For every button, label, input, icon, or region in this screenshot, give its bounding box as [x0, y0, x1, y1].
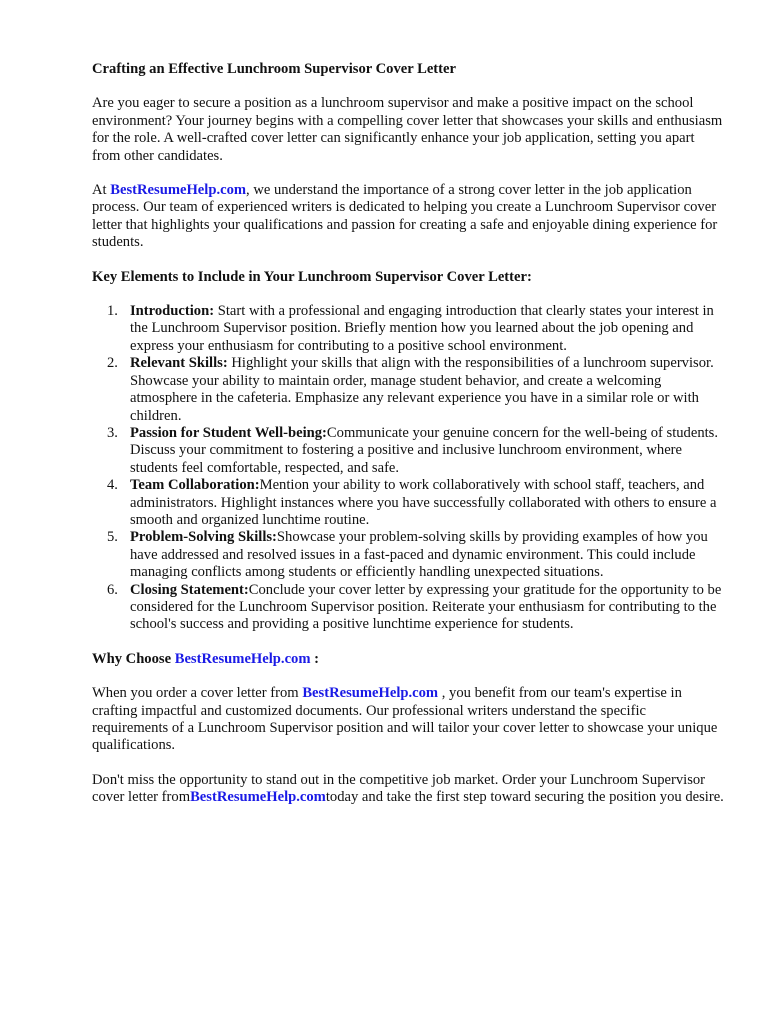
list-item-term: Team Collaboration:	[130, 477, 260, 494]
order-link[interactable]: BestResumeHelp.com	[302, 685, 439, 702]
closing-prefix: Don't miss the opportunity to stand out in the competitive job market. Order your Lunchroom Supervisor cover letter from	[92, 771, 706, 806]
order-text: , you benefit from our team's expertise in crafting impactful and customized documents. Our professional writers understand the specific requirements of a Lunchroom Supervisor position and will tailor your cover letter to showcase your unique qualifications.	[92, 685, 718, 754]
list-item-text: Start with a professional and engaging introduction that clearly states your interest in the Lunchroom Supervisor position. Briefly mention how you learned about the job opening and express your enthusiasm for contributing to a positive school environment.	[130, 303, 714, 354]
list-item-text: Highlight your skills that align with the responsibilities of a lunchroom supervisor. Showcase your ability to maintain order, manage student behavior, and create a welcoming atmosphere in the cafeteria. Emphasize any relevant experience you have in a similar role or with children.	[130, 355, 714, 424]
list-item-text: Conclude your cover letter by expressing your gratitude for the opportunity to be considered for the Lunchroom Supervisor position. Reiterate your enthusiasm for contributing to the school's success and providing a positive lunchtime experience for students.	[130, 581, 722, 633]
why-suffix: :	[314, 650, 320, 667]
list-item	[92, 303, 724, 355]
list-item	[92, 529, 724, 581]
list-item	[92, 425, 724, 477]
list-item-text: Mention your ability to work collaboratively with school staff, teachers, and administrators. Highlight instances where you have successfully collaborated with others to ensure a smooth and organized lunchtime routine.	[130, 477, 717, 528]
list-item-term: Relevant Skills:	[130, 355, 228, 372]
why-link[interactable]: BestResumeHelp.com	[174, 650, 311, 667]
closing-text: today and take the first step toward securing the position you desire.	[325, 789, 724, 806]
list-item-number: 1.	[107, 303, 118, 320]
list-item-number: 3.	[107, 424, 118, 441]
list-item-number: 5.	[107, 529, 118, 546]
list-item-number: 2.	[107, 355, 118, 372]
list-item-term: Problem-Solving Skills:	[130, 529, 277, 546]
document-content	[92, 61, 724, 807]
list-item	[92, 355, 724, 425]
list-item-text: Showcase your problem-solving skills by providing examples of how you have addressed and resolved issues in a fast-paced and dynamic environment. This could include managing conflicts among students or efficiently handling unexpected situations.	[130, 529, 708, 581]
order-paragraph	[92, 685, 724, 755]
list-item	[92, 477, 724, 529]
list-item	[92, 582, 724, 634]
list-item-number: 6.	[107, 581, 118, 598]
closing-paragraph	[92, 772, 724, 807]
about-link[interactable]: BestResumeHelp.com	[110, 182, 247, 199]
key-elements-heading: Key Elements to Include in Your Lunchroom Supervisor Cover Letter:	[92, 268, 532, 285]
list-item-text: Communicate your genuine concern for the well-being of students. Discuss your commitment to fostering a positive and inclusive lunchroom environment, where students feel comfortable, respected, and safe.	[130, 424, 719, 476]
intro-paragraph: Are you eager to secure a position as a lunchroom supervisor and make a positive impact on the school environment? Your journey begins with a compelling cover letter that showcases your skills and enthusiasm for the role. A well-crafted cover letter can significantly enhance your job application, setting you apart from other candidates.	[92, 95, 723, 164]
list-item-term: Introduction:	[130, 303, 215, 320]
list-item-term: Passion for Student Well-being:	[130, 424, 327, 441]
why-prefix: Why Choose	[92, 650, 172, 667]
key-elements-list	[92, 303, 724, 634]
why-choose-heading	[92, 651, 724, 668]
about-text: , we understand the importance of a strong cover letter in the job application process. Our team of experienced writers is dedicated to helping you create a Lunchroom Supervisor cover letter that highlights your qualifications and passion for creating a safe and enjoyable dining experience for students.	[92, 182, 718, 251]
order-prefix: When you order a cover letter from	[92, 685, 299, 702]
list-item-number: 4.	[107, 477, 118, 494]
list-item-term: Closing Statement:	[130, 581, 249, 598]
page-title: Crafting an Effective Lunchroom Supervisor Cover Letter	[92, 61, 456, 77]
closing-link[interactable]: BestResumeHelp.com	[190, 789, 326, 806]
about-paragraph	[92, 182, 724, 252]
about-prefix: At	[92, 182, 107, 199]
